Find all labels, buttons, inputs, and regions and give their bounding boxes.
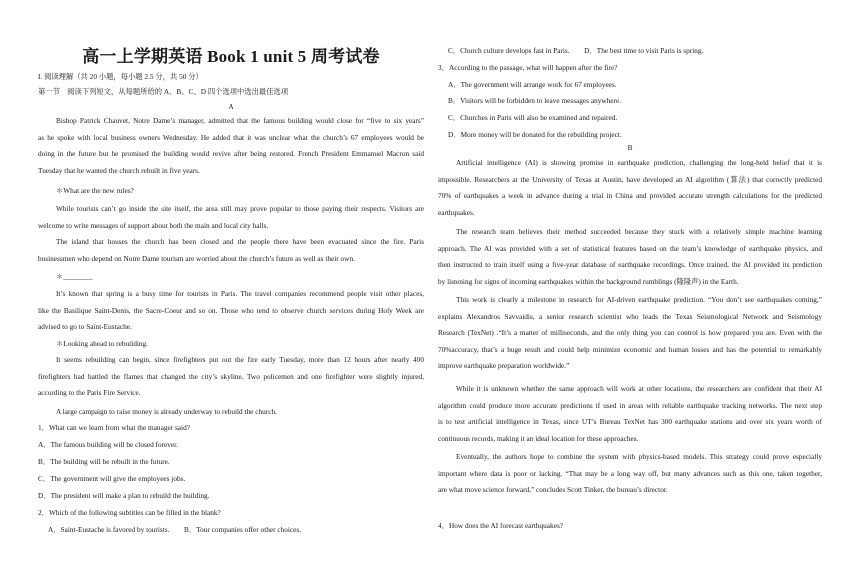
text-line: like the Basilique Saint-Denis, the Sacre-Coeur and so on. Those who tend to observe church services during Holy Week are (38, 305, 424, 315)
section-heading: I. 阅读理解（共 20 小题，每小题 2.5 分，共 50 分） (38, 72, 203, 81)
passage-b-paragraph-1 (438, 155, 822, 221)
subsection-instruction: 第一节 阅读下列短文，从每题所给的 A、B、C、D 四个选项中选出最佳选项 (38, 87, 289, 96)
question-3-option-b[interactable]: B．Visitors will be forbidden to leave messages anywhere. (448, 96, 622, 105)
passage-b-label: B (627, 143, 633, 152)
text-line: continuous records, making it an ideal location for these approaches. (438, 433, 639, 443)
text-line: Eventually, the authors hope to combine the system with physics-based models. This strategy could prove especially (456, 452, 822, 461)
passage-a-subtitle-3: ＊Looking ahead to rebuilding. (56, 339, 149, 348)
page-title: 高一上学期英语 Book 1 unit 5 周考试卷 (82, 47, 380, 66)
passage-a-paragraph-4 (38, 286, 424, 336)
text-line: It seems rebuilding can begin, since firefighters put out the fire early Tuesday, more than 12 hours after nearly 400 (56, 355, 424, 364)
text-line: algorithm could produce more accurate predictions if used in areas with reliable earthquake tracking networks. The next step (438, 400, 822, 410)
text-line: This work is clearly a milestone in research for AI-driven earthquake prediction. “You don’t see earthquakes coming,” (456, 295, 822, 304)
text-line: according to the Paris Fire Service. (38, 388, 141, 398)
text-line: Artificial intelligence (AI) is showing promise in earthquake prediction, challenging the long-held belief that it is (456, 158, 822, 167)
question-2-stem: 2．Which of the following subtitles can be filled in the blank? (38, 508, 221, 517)
text-line: are what move science forward,” concludes Scott Tinker, the bureau’s director. (438, 485, 668, 495)
question-1-option-c[interactable]: C．The government will give the employees jobs. (38, 474, 186, 483)
text-line: While tourists can’t go inside the site itself, the area still may prove popular to those paying their respects. Visitors are (56, 204, 424, 213)
passage-a-paragraph-2 (38, 201, 424, 234)
text-line: improve earthquake preparation worldwide.” (438, 361, 570, 371)
question-3-option-d[interactable]: D．More money will be donated for the rebuilding project. (448, 130, 622, 139)
passage-b-paragraph-5 (438, 449, 822, 499)
text-line: Tuesday that he wanted the church rebuilt in five years. (38, 165, 200, 175)
question-1-option-a[interactable]: A．The famous building will be closed forever. (38, 440, 179, 449)
text-line: by listening for signs of incoming earthquakes within the background rumblings (隆隆声) in the Earth. (438, 276, 739, 286)
text-line: important where data is poor or lacking. “That may be a long way off, but many advances such as this one, taken together, (438, 468, 822, 478)
text-line: 70%accuracy, that’s a huge result and could help minimize economic and human losses and has the potential to remarkably (438, 344, 822, 354)
question-3-stem: 3．According to the passage, what will happen after the fire? (438, 63, 618, 72)
passage-a-label: A (228, 102, 234, 111)
text-line: as he spoke with local business owners Wednesday. He added that it was unclear what the church’s 67 employees would be (38, 132, 424, 142)
passage-a-paragraph-5 (38, 352, 424, 402)
question-1-option-b[interactable]: B．The building will be rebuilt in the future. (38, 457, 170, 466)
text-line: firefighters had battled the flames that changed the city’s skyline. Two policemen and one firefighter were slightly injured, (38, 371, 424, 381)
text-line: then instructed to train itself using a five-year database of earthquake recordings. Once trained, the AI provided its prediction (438, 260, 822, 270)
question-2-options-row-2[interactable]: C．Church culture develops fast in Paris. D．The best time to visit Paris is spring. (448, 46, 704, 55)
text-line: impossible. Researchers at the University of Texas at Austin, have developed an AI algorithm (算法) that correctly predicted (438, 174, 822, 184)
text-line: Research (TexNet) .“It’s a matter of milliseconds, and the only thing you can control is how prepared you are. Even with the (438, 328, 822, 338)
text-line: approach. The AI was provided with a set of statistical features based on the team’s knowledge of earthquake physics, and (438, 243, 822, 253)
text-line: While it is unknown whether the same approach will work at other locations, the researchers are confident that their AI (456, 384, 822, 393)
text-line: It’s known that spring is a busy time for tourists in Paris. The travel companies recommend people visit other places, (56, 289, 424, 298)
passage-a-paragraph-3 (38, 234, 424, 267)
text-line: 70% of earthquakes a week in advance during a trial in China and provided accurate strength calculations for the predicted (438, 191, 822, 201)
text-line: advised to go to Saint-Eustache. (38, 322, 132, 332)
text-line: doing in the future but he promised the building would revive after being restored. French President Emmanuel Macron said (38, 149, 424, 159)
question-3-option-c[interactable]: C．Churches in Paris will also be examined and repaired. (448, 113, 618, 122)
passage-a-subtitle-blank: ＊________ (56, 272, 93, 281)
question-3-option-a[interactable]: A．The government will arrange work for 67 employees. (448, 80, 617, 89)
question-4-stem: 4．How does the AI forecast earthquakes? (438, 521, 564, 530)
question-2-options-row-1[interactable]: A．Saint-Eustache is favored by tourists. B．Tour companies offer other choices. (48, 525, 302, 534)
question-1-option-d[interactable]: D．The president will make a plan to rebuild the building. (38, 491, 210, 500)
passage-a-paragraph-6: A large campaign to raise money is already underway to rebuild the church. (56, 407, 277, 416)
passage-b-paragraph-3 (438, 292, 822, 375)
text-line: The island that houses the church has been closed and the people there have been evacuated since the fire. Paris (56, 237, 424, 246)
text-line: is to test artificial intelligence in Texas, since UT’s Bureau TexNet has 300 earthquake stations and over six years worth of (438, 417, 822, 427)
text-line: The research team believes their method succeeded because they stuck with a relatively simple machine learning (456, 227, 822, 236)
question-1-stem: 1．What can we learn from what the manager said? (38, 423, 190, 432)
text-line: welcome to write messages of support about both the main and local city halls. (38, 220, 269, 230)
text-line: Bishop Patrick Chauvet, Notre Dame’s manager, admitted that the famous building would close for “five to six years” (56, 116, 424, 125)
passage-a-subtitle-1: ＊What are the new rules? (56, 186, 134, 195)
text-line: explains Alexandros Savvaidis, a senior research scientist who leads the Texas Seismological Network and Seismology (438, 311, 822, 321)
text-line: earthquakes. (438, 207, 475, 217)
passage-b-paragraph-2 (438, 224, 822, 290)
text-line: businessmen who depend on Notre Dame tourism are worried about the church’s future as well as their own. (38, 253, 355, 263)
passage-b-paragraph-4 (438, 381, 822, 447)
passage-a-paragraph-1 (38, 113, 424, 179)
